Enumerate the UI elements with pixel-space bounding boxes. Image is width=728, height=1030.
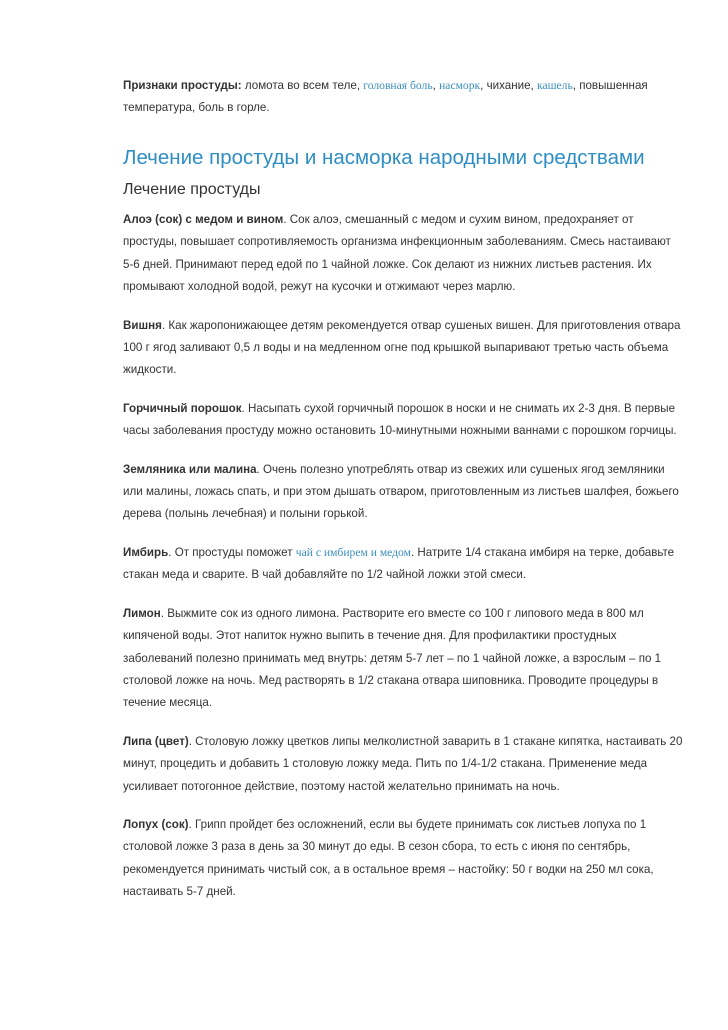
sub-heading: Лечение простуды [123,181,261,198]
remedy-name: Лимон [123,606,161,620]
remedy-name: Земляника или малина [123,462,257,476]
main-heading: Лечение простуды и насморка народными средствами [123,146,645,169]
remedy-name: Липа (цвет) [123,734,189,748]
remedy-text: . От простуды поможет [168,545,296,559]
remedy-mustard [123,398,683,443]
remedy-text: . Натрите 1/4 стакана имбиря на терке, добавьте стакан меда и сварите. В чай добавляйте по 1/2 чайной ложки этой смеси. [123,545,675,582]
remedy-name: Алоэ (сок) с медом и вином [123,213,284,226]
remedy-text: . Сок алоэ, смешанный с медом и сухим вином, предохраняет от простуды, повышает сопротивляемость организма инфекционным заболеваниям. Смесь настаивают 5-6 дней. Принимают перед едой по 1 чайной ложке. Сок делают из нижних листьев растения. Их промывают холодной водой, режут на кусочки и отжимают через марлю. [123,213,671,294]
headache-link[interactable]: головная боль [363,79,433,92]
symptoms-text: , повышенная температура, боль в горле. [123,79,648,115]
remedy-text: . Как жаропонижающее детям рекомендуется отвар сушеных вишен. Для приготовления отвара 100 г ягод заливают 0,5 л воды и на медленном огне под крышкой выпаривают третью часть объема жидкости. [123,318,681,377]
remedy-name: Горчичный порошок [123,401,242,415]
remedy-name: Лопух (сок) [123,817,189,831]
remedy-lemon [123,603,683,715]
cough-link[interactable]: кашель [537,79,573,92]
remedy-strawberry [123,459,683,526]
symptoms-text: , [432,79,440,92]
remedy-text: . Грипп пройдет без осложнений, если вы будете принимать сок листьев лопуха по 1 столовой ложке 3 раза в день за 30 минут до еды. В сезон сбора, то есть с июня по сентябрь, рекомендуется принимать чистый сок, а в остальное время – настойку: 50 г водки на 250 мл сока, настаивать 5-7 дней. [123,817,654,899]
remedy-linden [123,731,683,798]
remedy-text: . Столовую ложку цветков липы мелколистной заварить в 1 стакане кипятка, настаивать 20 минут, процедить и добавить 1 столовую ложку меда. Пить по 1/4-1/2 стакана. Применение меда усиливает потогонное действие, поэтому настой желательно принимать на ночь. [123,734,683,793]
ginger-tea-link[interactable]: чай с имбирем и медом [295,545,411,559]
remedy-aloe [123,209,683,299]
remedy-ginger [123,542,683,587]
remedy-cherry [123,315,683,382]
remedy-name: Имбирь [123,545,169,559]
symptoms-paragraph [123,75,683,120]
symptoms-text: ломота во всем теле, [241,79,364,92]
runny-nose-link[interactable]: насморк [439,79,481,92]
remedy-text: . Выжмите сок из одного лимона. Растворите его вместе со 100 г липового меда в 800 мл кипяченой воды. Этот напиток нужно выпить в течение дня. Для профилактики простудных заболеваний полезно принимать мед внутрь: детям 5-7 лет – по 1 чайной ложке, а взрослым – по 1 столовой ложке на ночь. Мед растворять в 1/2 стакана отвара шиповника. Проводите процедуры в течение месяца. [123,606,662,710]
remedy-text: . Очень полезно употреблять отвар из свежих или сушеных ягод земляники или малины, ложась спать, и при этом дышать отваром, приготовленным из листьев шалфея, божьего дерева (полынь лечебная) и полыни горькой. [123,462,679,521]
remedies-list [123,209,683,920]
symptoms-text: , чихание, [480,79,537,92]
remedy-text: . Насыпать сухой горчичный порошок в носки и не снимать их 2-3 дня. В первые часы заболевания простуду можно остановить 10-минутными ножными ваннами с порошком горчицы. [123,401,677,438]
symptoms-label: Признаки простуды: [123,79,242,92]
remedy-burdock [123,814,683,904]
remedy-name: Вишня [123,318,162,332]
